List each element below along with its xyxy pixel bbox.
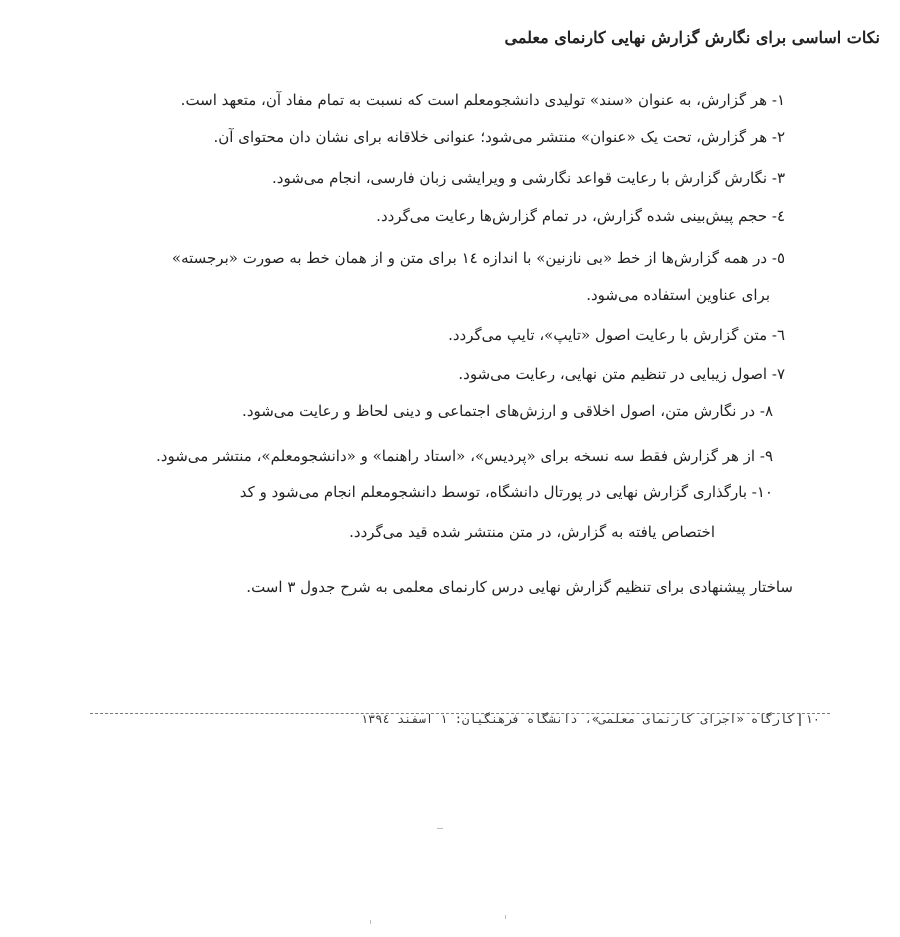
list-item-6: ٦- متن گزارش با رعایت اصول «تایپ»، تایپ می‌گردد.	[448, 326, 785, 344]
list-item-4: ٤- حجم پیش‌بینی شده گزارش، در تمام گزارش‌ها رعایت می‌گردد.	[376, 207, 785, 225]
list-item-5-continued: برای عناوین استفاده می‌شود.	[586, 286, 770, 304]
list-item-1: ۱- هر گزارش، به عنوان «سند» تولیدی دانشجومعلم است که نسبت به تمام مفاد آن، متعهد است.	[180, 91, 785, 109]
closing-paragraph: ساختار پیشنهادی برای تنظیم گزارش نهایی درس کارنمای معلمی به شرح جدول ۳ است.	[246, 578, 793, 596]
list-item-8: ۸- در نگارش متن، اصول اخلاقی و ارزش‌های اجتماعی و دینی لحاظ و رعایت می‌شود.	[242, 402, 773, 420]
list-item-10-continued: اختصاص یافته به گزارش، در متن منتشر شده قید می‌گردد.	[349, 523, 715, 541]
list-item-7: ۷- اصول زیبایی در تنظیم متن نهایی، رعایت می‌شود.	[458, 365, 785, 383]
list-item-10: ۱۰- بارگذاری گزارش نهایی در پورتال دانشگاه، توسط دانشجومعلم انجام می‌شود و کد	[239, 483, 773, 501]
scan-speck	[370, 920, 371, 924]
scan-speck	[437, 828, 443, 829]
list-item-9: ۹- از هر گزارش فقط سه نسخه برای «پردیس»، «استاد راهنما» و «دانشجومعلم»، منتشر می‌شود.	[156, 447, 773, 465]
list-item-5: ٥- در همه گزارش‌ها از خط «بی نازنین» با اندازه ١٤ برای متن و از همان خط به صورت «برجسته»	[171, 249, 785, 267]
page-footer	[361, 712, 820, 726]
list-item-3: ۳- نگارش گزارش با رعایت قواعد نگارشی و ویرایشی زبان فارسی، انجام می‌شود.	[272, 169, 785, 187]
page-number: ۱۰	[805, 712, 820, 726]
footer-separator: |	[796, 712, 804, 726]
scan-speck	[505, 915, 506, 919]
page-title: نکات اساسی برای نگارش گزارش نهایی کارنمای معلمی	[504, 28, 880, 47]
footer-text: کارگاه «اجرای کارنمای معلمی»، دانشگاه فرهنگیان: ۱ اسفند ۱۳۹٤	[360, 712, 795, 726]
list-item-2: ۲- هر گزارش، تحت یک «عنوان» منتشر می‌شود؛ عنوانی خلاقانه برای نشان دان محتوای آن.	[213, 128, 785, 146]
